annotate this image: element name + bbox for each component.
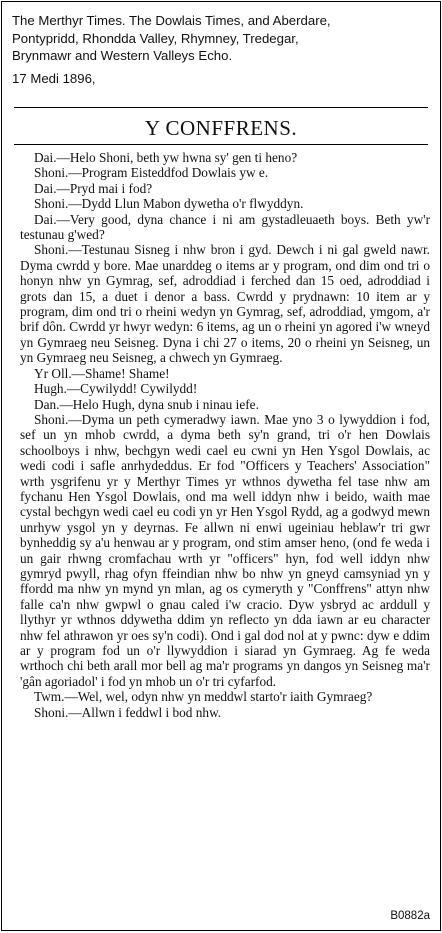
dialogue-line: Shoni.—Dydd Llun Mabon dywetha o'r flwyddyn. xyxy=(34,196,304,212)
clipping-page xyxy=(1,1,441,931)
dialogue-line: Shoni.—Dyma un peth cymeradwy iawn. Mae yno 3 o lywyddion i fod, sef un yn mhob cwrdd, a dyma beth sy'n grand, tri o'r hen Dowlais schoolboys i nhw, bechgyn wedi cael eu cwni yn Hen Ysgol Dowlais, ac wedi codi i safle anrhydeddus. Er fod "Officers y Teachers' Association" wrth ysgrifenu yr y Merthyr Times yr wthnos dywetha fel tase nhw am fychanu Hen Ysgol Dowlais, ond ma well iddyn nhw i beido, waith mae cystal bechgyn wedi cael eu codi yn yr Hen Ysgol Rydd, ag a godwyd mewn unrhyw ysgol yn y deyrnas. Fe allwn ni enwi ugeiniau heblaw'r tri gwr bynheddig sy a'u henwau ar y program, ond stim amser heno, (ond fe weda i un gair rhwng cromfachau wrth yr "officers" hyn, fod well iddyn nhw gymryd pwyll, rhag ofyn ffeindian nhw bo nhw yn gneyd camsyniad yn y ffordd ma nhw yn mynd yn mlan, ag os cymeryth y "Conffrens" attyn nhw falle ca'n nhw gwpwl o gnau caled i'w cracio. Dyw ysbryd ac arddull y llythyr yr wthnos ddywetha ddim yn reflecto yn dda iawn ar eu character nhw fel athrawon yr oes sy'n codi). Ond i gal dod nol at y pwnc: dyw e ddim ar y program fod un o'r llywyddion i siarad yn Gymraeg. Ag fe weda wrthoch chi beth arall mor bell ag ma'r programs yn dangos yn Seisneg ma'r 'gân agoriadol' i fod yn mhob un o'r tri cyfarfod. xyxy=(20,411,430,689)
dialogue-line: Dan.—Helo Hugh, dyna snub i ninau iefe. xyxy=(34,396,259,412)
dialogue-line: Shoni.—Program Eisteddfod Dowlais yw e. xyxy=(34,165,269,181)
top-rule xyxy=(14,107,428,108)
dialogue-line: Hugh.—Cywilydd! Cywilydd! xyxy=(34,381,198,397)
source-header xyxy=(2,2,440,87)
dialogue-line: Dai.—Very good, dyna chance i ni am gystadleuaeth boys. Beth yw'r testunau g'wed? xyxy=(20,211,430,243)
dialogue-line: Yr Oll.—Shame! Shame! xyxy=(34,365,170,381)
dialogue-line: Twm.—Wel, wel, odyn nhw yn meddwl starto'r iaith Gymraeg? xyxy=(34,689,373,705)
article-title: Y CONFFRENS. xyxy=(144,116,298,140)
article-body xyxy=(20,150,430,720)
publication-date: 17 Medi 1896, xyxy=(12,70,96,86)
dialogue-line: Shoni.—Testunau Sisneg i nhw bron i gyd. Dewch i ni gal gweld nawr. Dyma cwrdd y bore. Mae unarddeg o items ar y program, ond dim ond tri o honyn nhw yn Gymrag, sef, adroddiad i ferched dan 15 oed, adroddiad i grots dan 15, a duet i denor a bass. Cwrdd y prydnawn: 10 item ar y program, dim ond tri o rheini wedyn yn Gymrag, sef, adroddiad, ymgom, a'r brif dôn. Cwrdd yr hwyr wedyn: 6 items, ag un o rheini yn agored i'w wneyd yn Gymraeg neu Seisneg. Dyna i chi 27 o items, 20 o rheini yn Seisneg, un yn Gymraeg neu Seisneg, a chwech yn Gymraeg. xyxy=(20,242,430,366)
title-rule xyxy=(14,144,428,145)
source-title: The Merthyr Times. The Dowlais Times, and Aberdare, Pontypridd, Rhondda Valley, Rhymney, Tredegar, Brynmawr and Western Valleys Echo. xyxy=(12,13,331,63)
dialogue-line: Dai.—Helo Shoni, beth yw hwna sy' gen ti heno? xyxy=(34,150,298,165)
dialogue-line: Shoni.—Allwn i feddwl i bod nhw. xyxy=(34,704,222,720)
catalog-code: B0882a xyxy=(390,910,430,922)
dialogue-line: Dai.—Pryd mai i fod? xyxy=(34,180,153,196)
